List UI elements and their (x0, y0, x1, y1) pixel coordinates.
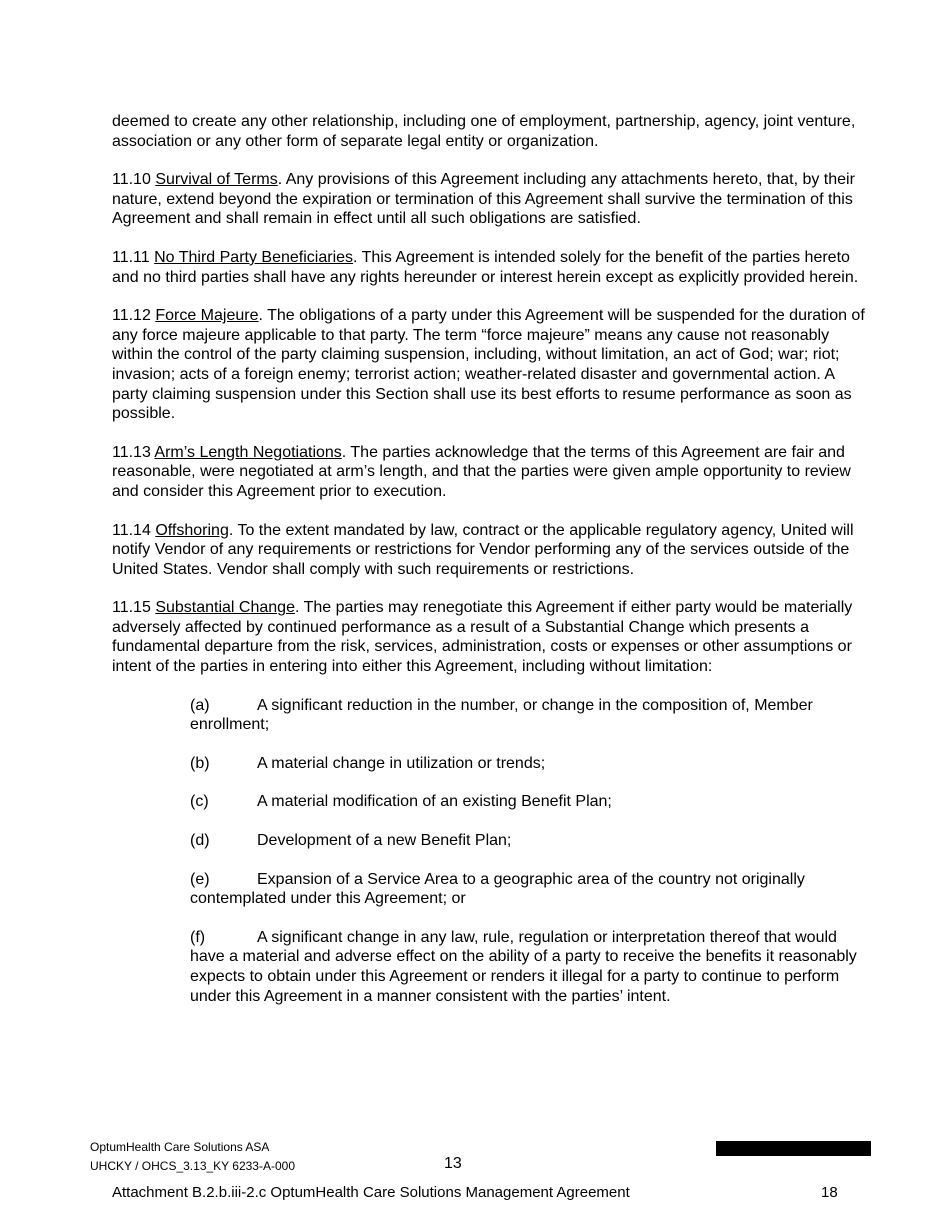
redaction-bar (716, 1141, 871, 1156)
section-title: Survival of Terms (155, 171, 278, 189)
list-item-label: (e) (190, 870, 210, 888)
list-item (190, 792, 874, 812)
section-11-10 (112, 170, 874, 229)
section-body: . The parties acknowledge that the terms of this Agreement are fair and reasonable, were negotiated at arm’s length, and that the parties were given ample opportunity to review and consider this Agreement prior to execution. (112, 443, 851, 500)
section-number: 11.11 (112, 248, 150, 266)
intro-paragraph: deemed to create any other relationship, including one of employment, partnership, agency, joint venture, association or any other form of separate legal entity or organization. (112, 113, 856, 150)
section-body: . The parties may renegotiate this Agreement if either party would be materially adversely affected by continued performance as a result of a Substantial Change which presents a fundamental departure from the risk, services, administration, costs or expenses or other assumptions or intent of the parties in entering into either this Agreement, including without limitation: (112, 599, 853, 676)
section-title: No Third Party Beneficiaries (154, 248, 354, 266)
section-11-11 (112, 248, 874, 287)
section-title: Offshoring (155, 521, 229, 539)
section-11-13 (112, 443, 874, 502)
section-body: . The obligations of a party under this Agreement will be suspended for the duration of any force majeure applicable to that party. The term “force majeure” means any cause not reasonably within the control of the party claiming suspension, including, without limitation, an act of God; war; riot; invasion; acts of a foreign enemy; terrorist action; weather-related disaster and governmental action. A party claiming suspension under this Section shall use its best efforts to resume performance as soon as possible. (112, 307, 865, 423)
list-item-text: A material change in utilization or trends; (257, 754, 546, 772)
document-body (112, 112, 874, 1025)
list-item-text: A significant reduction in the number, or change in the composition of, Member enrollment; (190, 696, 813, 734)
section-title: Arm’s Length Negotiations (154, 443, 342, 461)
section-title: Force Majeure (155, 307, 259, 325)
list-item-text: A significant change in any law, rule, regulation or interpretation thereof that would have a material and adverse effect on the ability of a party to receive the benefits it reasonably expects to obtain under this Agreement or renders it illegal for a party to continue to perform under this Agreement in a manner consistent with the parties’ intent. (190, 928, 857, 1005)
list-item-label: (a) (190, 696, 210, 714)
page-number: 13 (444, 1155, 462, 1172)
list-item (190, 754, 874, 774)
attachment-page-number: 18 (821, 1184, 838, 1201)
section-11-14 (112, 521, 874, 580)
list-item (190, 696, 874, 735)
section-number: 11.15 (112, 599, 151, 617)
list-item (190, 928, 874, 1006)
list-item-label: (c) (190, 793, 209, 811)
section-11-15 (112, 598, 874, 676)
list-item-text: Expansion of a Service Area to a geographic area of the country not originally contemplated under this Agreement; or (190, 870, 805, 908)
section-11-12 (112, 306, 874, 424)
footer-doc-info (90, 1138, 295, 1176)
section-number: 11.12 (112, 307, 151, 325)
list-item-label: (f) (190, 928, 206, 946)
substantial-change-list (190, 696, 874, 1007)
footer-doc-id: UHCKY / OHCS_3.13_KY 6233-A-000 (90, 1159, 296, 1173)
section-body: . This Agreement is intended solely for the benefit of the parties hereto and no third parties shall have any rights hereunder or interest herein except as explicitly provided herein. (112, 248, 859, 286)
section-body: . To the extent mandated by law, contract or the applicable regulatory agency, United will notify Vendor of any requirements or restrictions for Vendor performing any of the services outside of the United States. Vendor shall comply with such requirements or restrictions. (112, 521, 854, 578)
attachment-title: Attachment B.2.b.iii-2.c OptumHealth Care Solutions Management Agreement (112, 1184, 630, 1201)
list-item (190, 870, 874, 909)
footer-company: OptumHealth Care Solutions ASA (90, 1140, 270, 1154)
list-item-label: (d) (190, 832, 210, 850)
list-item-label: (b) (190, 754, 210, 772)
list-item-text: Development of a new Benefit Plan; (257, 832, 512, 850)
list-item-text: A material modification of an existing Benefit Plan; (257, 793, 612, 811)
section-title: Substantial Change (155, 599, 295, 617)
section-number: 11.14 (112, 521, 151, 539)
section-number: 11.10 (112, 171, 151, 189)
section-body: . Any provisions of this Agreement including any attachments hereto, that, by their nature, extend beyond the expiration or termination of this Agreement shall survive the termination of this Agreement and shall remain in effect until all such obligations are satisfied. (112, 171, 855, 228)
section-number: 11.13 (112, 443, 151, 461)
list-item (190, 831, 874, 851)
